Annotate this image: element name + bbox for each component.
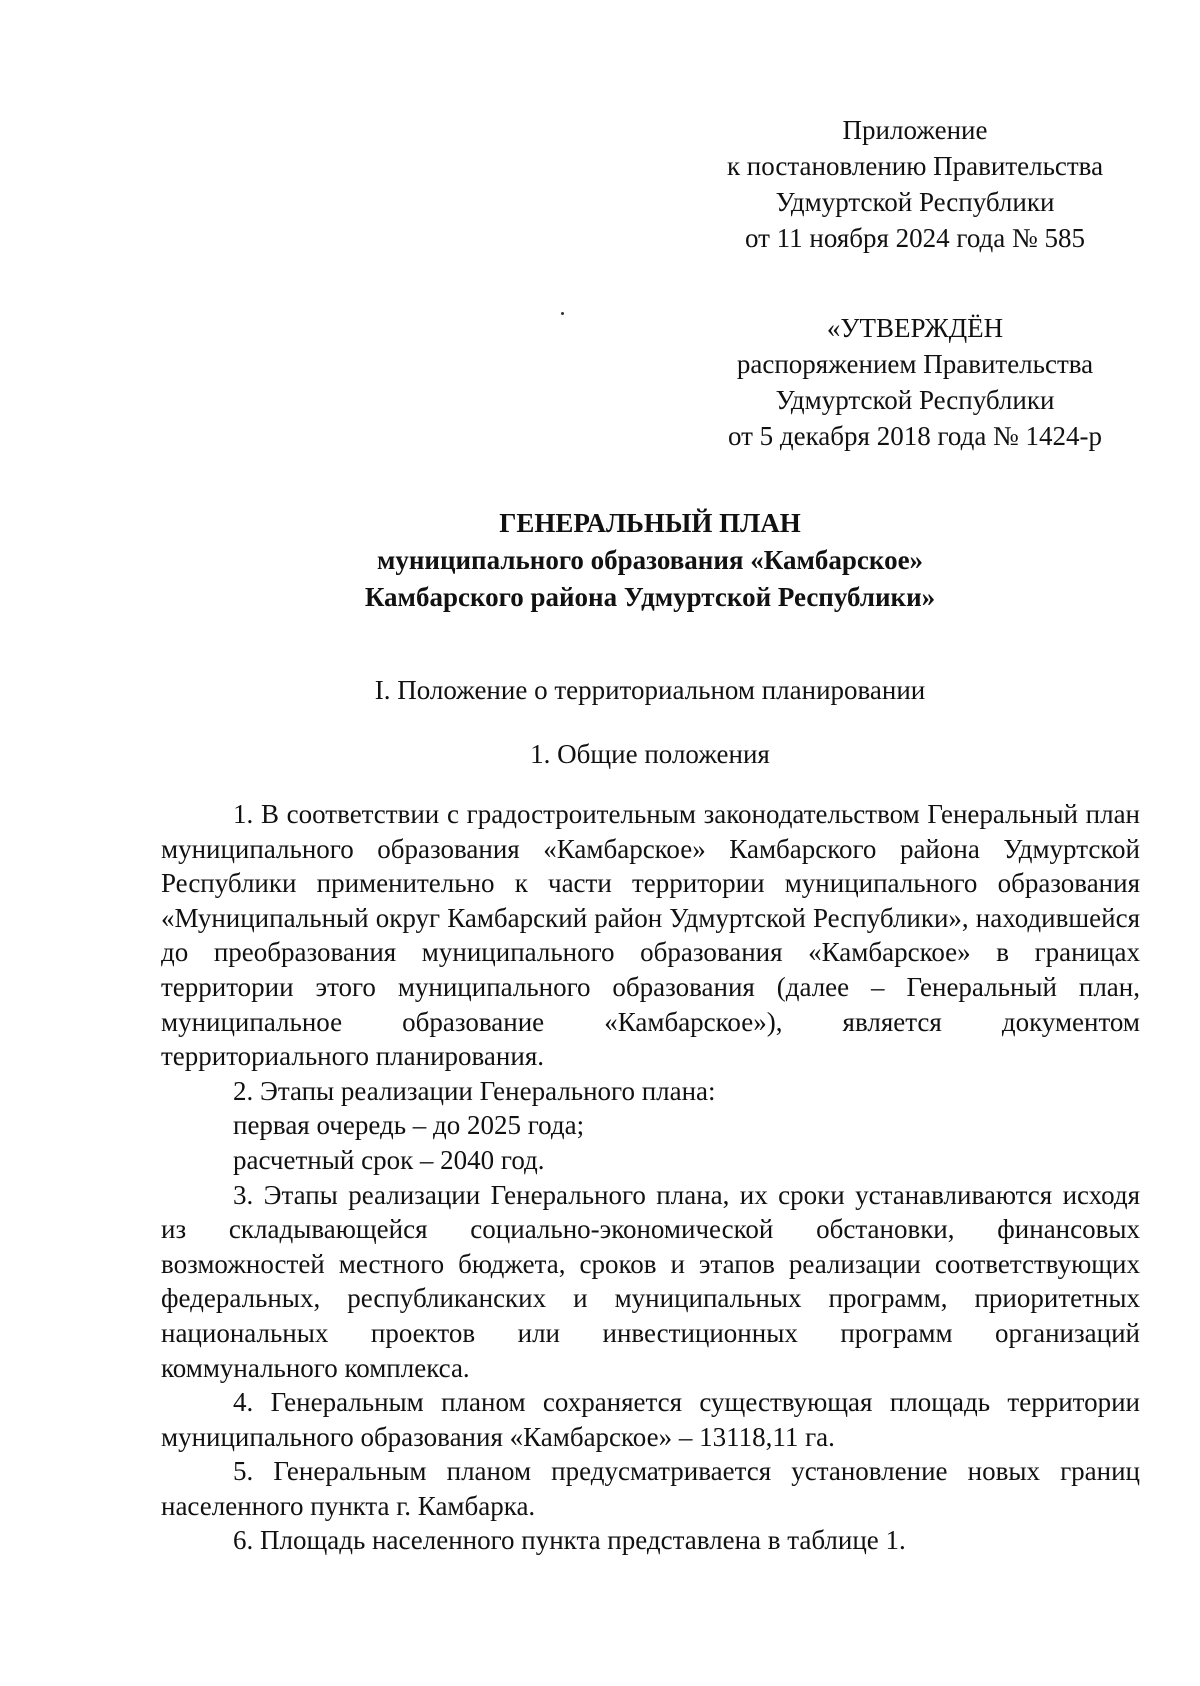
- approved-republic: Удмуртской Республики: [775, 385, 1055, 415]
- title-municipality: муниципального образования «Камбарское»: [376, 545, 924, 575]
- paragraph-5: 5. Генеральным планом предусматривается установление новых границ населенного пункта г. Камбарка.: [161, 1456, 1140, 1521]
- body-text: [161, 797, 1140, 1558]
- appendix-date-number: от 11 ноября 2024 года № 585: [744, 223, 1086, 253]
- document-title: [150, 505, 1150, 616]
- approval-stamp-text: [700, 310, 1130, 454]
- approved-date-number: от 5 декабря 2018 года № 1424-р: [727, 421, 1103, 451]
- appendix-header: [700, 112, 1130, 256]
- approved-order-ref: распоряжением Правительства: [736, 349, 1094, 379]
- stage-first: первая очередь – до 2025 года;: [233, 1110, 585, 1141]
- title-district: Камбарского района Удмуртской Республики»: [364, 582, 936, 612]
- paragraph-1: 1. В соответствии с градостроительным законодательством Генеральный план муниципального образования «Камбарское» Камбарского района Удмуртской Республики применительно к части территории муниципального образования «Муниципальный округ Камбарский район Удмуртской Республики», находившейся до преобразования муниципального образования «Камбарское» в границах территории этого муниципального образования (далее – Генеральный план, муниципальное образование «Камбарское»), является документом территориального планирования.: [161, 799, 1140, 1072]
- paragraph-3: 3. Этапы реализации Генерального плана, их сроки устанавливаются исходя из складывающейся социально-экономической обстановки, финансовых возможностей местного бюджета, сроков и этапов реализации соответствующих федеральных, республиканских и муниципальных программ, приоритетных национальных проектов или инвестиционных программ организаций коммунального комплекса.: [161, 1179, 1140, 1383]
- paragraph-4: 4. Генеральным планом сохраняется существующая площадь территории муниципального образования «Камбарское» – 13118,11 га.: [161, 1387, 1140, 1452]
- stage-estimated: расчетный срок – 2040 год.: [233, 1144, 545, 1175]
- title-main: ГЕНЕРАЛЬНЫЙ ПЛАН: [499, 508, 801, 538]
- section-heading: I. Положение о территориальном планировании: [374, 675, 926, 705]
- appendix-republic: Удмуртской Республики: [775, 187, 1055, 217]
- approved-label: «УТВЕРЖДЁН: [826, 313, 1004, 343]
- appendix-resolution-ref: к постановлению Правительства: [726, 151, 1104, 181]
- appendix-title: Приложение: [842, 115, 988, 145]
- scan-dot: [561, 312, 564, 315]
- paragraph-2: 2. Этапы реализации Генерального плана:: [233, 1075, 716, 1106]
- paragraph-6: 6. Площадь населенного пункта представлена в таблице 1.: [233, 1525, 906, 1556]
- subsection-heading: 1. Общие положения: [530, 739, 770, 769]
